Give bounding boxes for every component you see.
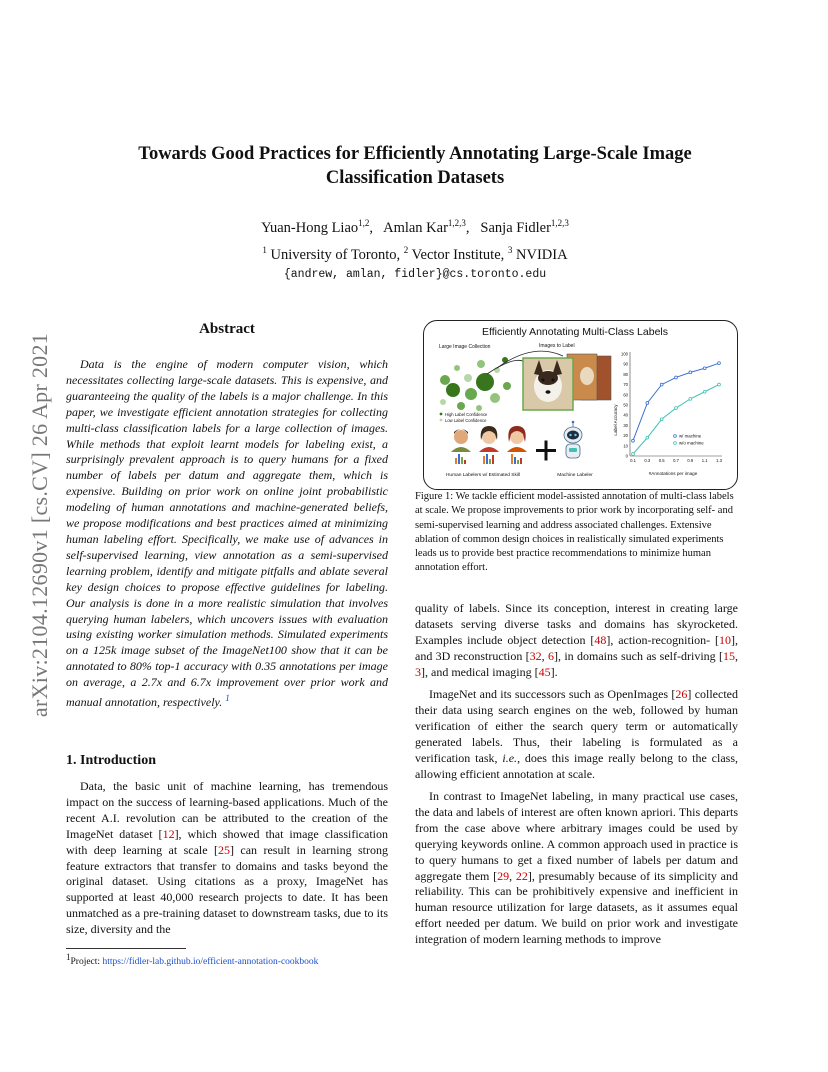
right-paragraph-3	[415, 789, 738, 948]
humans-label: Human Labelers w/ Estimated Skill	[445, 472, 520, 478]
intro-paragraph	[66, 779, 388, 938]
footnote	[66, 952, 388, 967]
text-run: ] can result in learning strong feature extractors that transfer to domains and tasks beyond the original dataset. Using citations as a proxy, ImageNet has supported at least 40,000 research projects to date. It has been unmatched as a pre-training dataset to downstream tasks, due to its size, diversity and the	[66, 842, 388, 937]
chart-ylabel: Label Accuracy	[612, 404, 618, 436]
data-point	[660, 383, 663, 386]
author-name: Sanja Fidler	[480, 219, 551, 236]
y-tick-label: 60	[622, 391, 628, 397]
right-paragraph-1	[415, 601, 738, 681]
citation-link[interactable]: 10	[719, 632, 731, 647]
affil-name: Vector Institute	[411, 246, 501, 263]
data-point	[674, 376, 677, 379]
legend-marker-high	[439, 412, 442, 415]
citation-link[interactable]: 3	[415, 664, 421, 679]
text-run: ], which showed that image classification with deep learning at scale [	[66, 826, 389, 857]
arxiv-sidebar	[20, 285, 60, 765]
text-run: In contrast to ImageNet labeling, in many practical use cases, the data and labels of interest are often known apriori. This departs from the case above where arbitrary images could be used by querying keywords online. A common approach used in practice is to query humans to get a fixed number of labels per datum and aggregate them [	[415, 789, 738, 883]
abstract-heading: Abstract	[199, 321, 255, 337]
x-tick-label: 1.3	[715, 457, 722, 463]
robot-icon	[564, 420, 582, 457]
legend-label: w/ machine	[678, 433, 701, 439]
figure-1	[423, 320, 738, 490]
data-point	[703, 366, 706, 369]
affil-name: University of Toronto	[270, 246, 397, 263]
images-label: Images to Label	[538, 342, 575, 349]
citation-link[interactable]: 45	[538, 664, 551, 679]
chart-xlabel: #Annotations per image	[648, 470, 697, 476]
x-tick-label: 0.7	[672, 457, 679, 463]
collection-label: Large Image Collection	[438, 343, 491, 350]
text-run: ], in domains such as self-driving [	[554, 648, 724, 663]
data-point	[689, 371, 692, 374]
y-tick-label: 20	[622, 432, 628, 438]
text-run: ], and 3D reconstruction [	[415, 632, 738, 663]
text-run: ], presumably because of its simplicity and reliability. This can be prohibitively expensive and inefficient in human resource utilization for large datasets, as it assumes equal effort needed per datum. We build on prior work and investigate integration of modern learning methods to improve	[415, 868, 738, 947]
footnote-label: Project:	[70, 957, 103, 968]
author-name: Yuan-Hong Liao	[261, 219, 359, 236]
legend-high: High Label Confidence	[444, 411, 487, 417]
x-tick-label: 0.1	[629, 457, 636, 463]
legend-label: w/o machine	[678, 440, 704, 446]
y-tick-label: 30	[622, 422, 628, 428]
data-point	[660, 417, 663, 420]
footnote-ref[interactable]: 1	[225, 693, 230, 704]
x-tick-label: 0.3	[644, 457, 650, 463]
x-tick-label: 1.1	[701, 457, 708, 463]
intro-heading: 1. Introduction	[66, 753, 156, 768]
figure-caption	[415, 490, 738, 576]
text-run: ], action-recognition- [	[606, 632, 719, 647]
figure-canvas	[423, 320, 738, 490]
data-point	[646, 401, 649, 404]
caption-label: Figure 1:	[415, 491, 454, 502]
right-paragraph-2	[415, 687, 738, 782]
figure-title: Efficiently Annotating Multi-Class Labels	[481, 325, 668, 338]
affiliations: $^1$ University of Toronto, $^2$ Vector Institute, $^3$ NVIDIA	[262, 245, 568, 263]
author-sup: 1,2,3	[447, 218, 466, 228]
text-run: , does this image really belong to the class, allowing efficient annotation at scale.	[415, 750, 739, 781]
text-run: ,	[541, 648, 548, 663]
text-run: ,	[509, 868, 516, 883]
title-line-1: Towards Good Practices for Efficiently Annotating Large-Scale Image	[138, 144, 692, 164]
x-tick-label: 0.5	[658, 457, 665, 463]
text-run: ].	[550, 664, 558, 679]
x-tick-label: 0.9	[687, 457, 693, 463]
citation-link[interactable]: 26	[675, 687, 688, 701]
text-run: ] collected their data using search engines on the web, followed by human verification of either the search query term or automatically generated labels. Thus, their labeling is formulated as a verification task,	[415, 687, 738, 765]
data-point	[703, 390, 706, 393]
author-list: Yuan-Hong Liao$^{1,2}$, Amlan Kar$^{1,2,3}$, Sanja Fidler$^{1,2,3}$	[261, 218, 569, 236]
citation-link[interactable]: 25	[217, 842, 230, 857]
data-point	[689, 397, 692, 400]
data-point	[646, 436, 649, 439]
y-tick-label: 50	[622, 402, 628, 408]
y-tick-label: 100	[620, 351, 628, 357]
y-tick-label: 40	[622, 412, 628, 418]
y-tick-label: 80	[622, 371, 628, 377]
y-tick-label: 70	[622, 381, 628, 387]
citation-link[interactable]: 12	[162, 826, 175, 841]
arxiv-id: arXiv:2104.12690v1 [cs.CV] 26 Apr 2021	[27, 332, 52, 718]
title-line-2: Classification Datasets	[325, 168, 505, 188]
abstract-text	[66, 357, 388, 711]
person-2-icon	[479, 426, 499, 452]
legend-marker-low	[439, 418, 442, 421]
citation-link[interactable]: 32	[529, 648, 542, 663]
person-3-icon	[507, 426, 527, 452]
data-point	[674, 406, 677, 409]
y-tick-label: 90	[622, 361, 628, 367]
affil-sup: 2	[403, 245, 409, 255]
y-tick-label: 0	[625, 453, 628, 459]
y-tick-label: 10	[622, 442, 628, 448]
footnote-divider	[66, 948, 186, 949]
text-run: i.e.	[502, 750, 518, 765]
legend-low: Low Label Confidence	[444, 417, 487, 423]
text-run: quality of labels. Since its conception, interest in creating large datasets serving diverse tasks and domains has skyrocketed. Examples include object detection [	[415, 601, 738, 647]
author-name: Amlan Kar	[383, 219, 448, 236]
citation-link[interactable]: 48	[594, 632, 607, 647]
text-run: ], and medical imaging [	[421, 664, 539, 679]
machine-label: Machine Labeler	[556, 472, 593, 478]
caption-text: We tackle efficient model-assisted annotation of multi-class labels at scale. We propose improvements to prior work by incorporating self- and semi-supervised learning and address associated challenges. Extensive ablation of common design choices in realistically simulated experiments leads us to provide best practice recommendations to minimize human annotation effort.	[415, 491, 734, 574]
abstract-body: Data is the engine of modern computer vision, which necessitates collecting large-scale datasets. This is expensive, and guaranteeing the quality of the labels is a major challenge. In this paper, we investigate efficient annotation strategies for collecting multi-class classification labels for a large collection of images. While methods that exploit learnt models for labeling exist, a surprisingly prevalent approach is to query humans for a fixed number of labels per datum and aggregate them, which is expensive. Building on prior work on online joint probabilistic modeling of human annotations and machine-generated beliefs, we propose modifications and best practices aimed at minimizing human labeling effort. Specifically, we make use of advances in self-supervised learning, view annotation as a semi-supervised learning problem, identify and mitigate pitfalls and ablate several key design choices to propose effective guidelines for labeling. Our analysis is done in a more realistic simulation that involves querying human labelers, which uncovers issues with evaluation using existing worker simulation methods. Simulated experiments on a 125k image subset of the ImageNet100 show that it can be annotated to 80% top-1 accuracy with 0.35 annotations per image on average, a 2.7x and 6.7x improvement over prior work and manual annotation, respectively.	[66, 357, 388, 710]
author-sup: 1,2	[358, 218, 370, 228]
text-run: ImageNet and its successors such as OpenImages [	[429, 687, 676, 701]
human-labelers	[451, 426, 527, 464]
citation-link[interactable]: 29	[497, 868, 510, 883]
person-1-icon	[451, 429, 471, 452]
text-run: Data, the basic unit of machine learning, has tremendous impact on the success of learning-based applications. Much of the recent A.I. revolution can be attributed to the creation of the ImageNet dataset [	[66, 779, 388, 841]
footnote-mark: 1	[66, 952, 71, 962]
author-email: {andrew, amlan, fidler}@cs.toronto.edu	[283, 268, 547, 281]
affil-name: NVIDIA	[516, 246, 568, 263]
text-run: ,	[735, 648, 739, 663]
data-point	[717, 383, 720, 386]
data-point	[631, 452, 634, 455]
plus-icon	[536, 440, 556, 460]
citation-link[interactable]: 22	[515, 868, 528, 883]
affil-sup: 1	[262, 245, 267, 255]
author-sup: 1,2,3	[550, 218, 569, 228]
accuracy-chart	[613, 351, 723, 476]
legend-marker	[673, 441, 676, 444]
legend-marker	[673, 434, 676, 437]
project-link[interactable]: https://fidler-lab.github.io/efficient-annotation-cookbook	[102, 957, 319, 968]
citation-link[interactable]: 6	[548, 648, 554, 663]
affil-sup: 3	[507, 245, 513, 255]
paper-title	[90, 142, 740, 190]
data-point	[631, 439, 634, 442]
data-point	[717, 361, 720, 364]
image-stack	[523, 354, 611, 410]
citation-link[interactable]: 15	[723, 648, 736, 663]
